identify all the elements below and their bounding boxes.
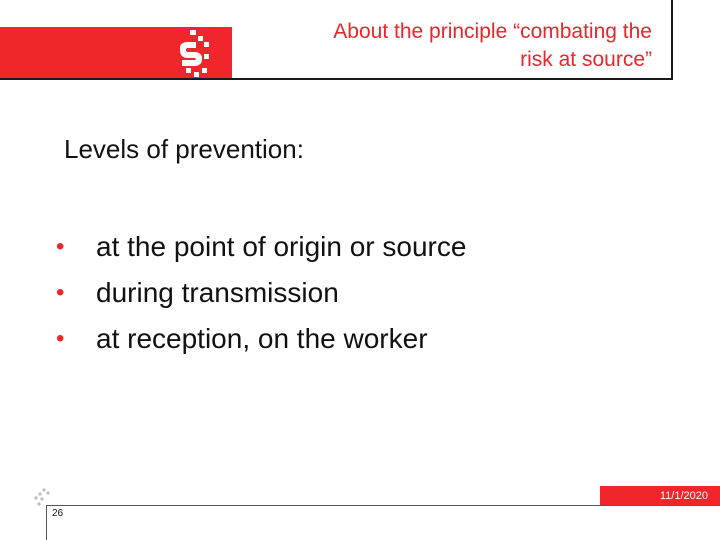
- slide-title-line2: risk at source”: [520, 48, 652, 71]
- slide-title-line1: About the principle “combating the: [333, 20, 652, 43]
- bullet-list: [56, 224, 466, 362]
- bullet-icon: •: [56, 233, 65, 260]
- header-divider: [0, 78, 672, 80]
- list-item-text: during transmission: [96, 277, 339, 308]
- ss-logo-icon: [168, 28, 218, 80]
- slide-title: [232, 18, 652, 74]
- dots-logo-icon: [30, 486, 54, 510]
- list-item: [56, 270, 466, 316]
- header-vertical-divider: [671, 0, 673, 80]
- list-item: [56, 224, 466, 270]
- list-item-text: at the point of origin or source: [96, 231, 467, 262]
- bullet-icon: •: [56, 279, 65, 306]
- section-heading: Levels of prevention:: [64, 134, 304, 164]
- footer-divider: [46, 505, 720, 506]
- footer-vertical-divider: [46, 505, 47, 540]
- bullet-icon: •: [56, 325, 65, 352]
- list-item-text: at reception, on the worker: [96, 323, 428, 354]
- date-badge: 11/1/2020: [600, 486, 720, 506]
- page-number: 26: [52, 508, 64, 519]
- list-item: [56, 316, 466, 362]
